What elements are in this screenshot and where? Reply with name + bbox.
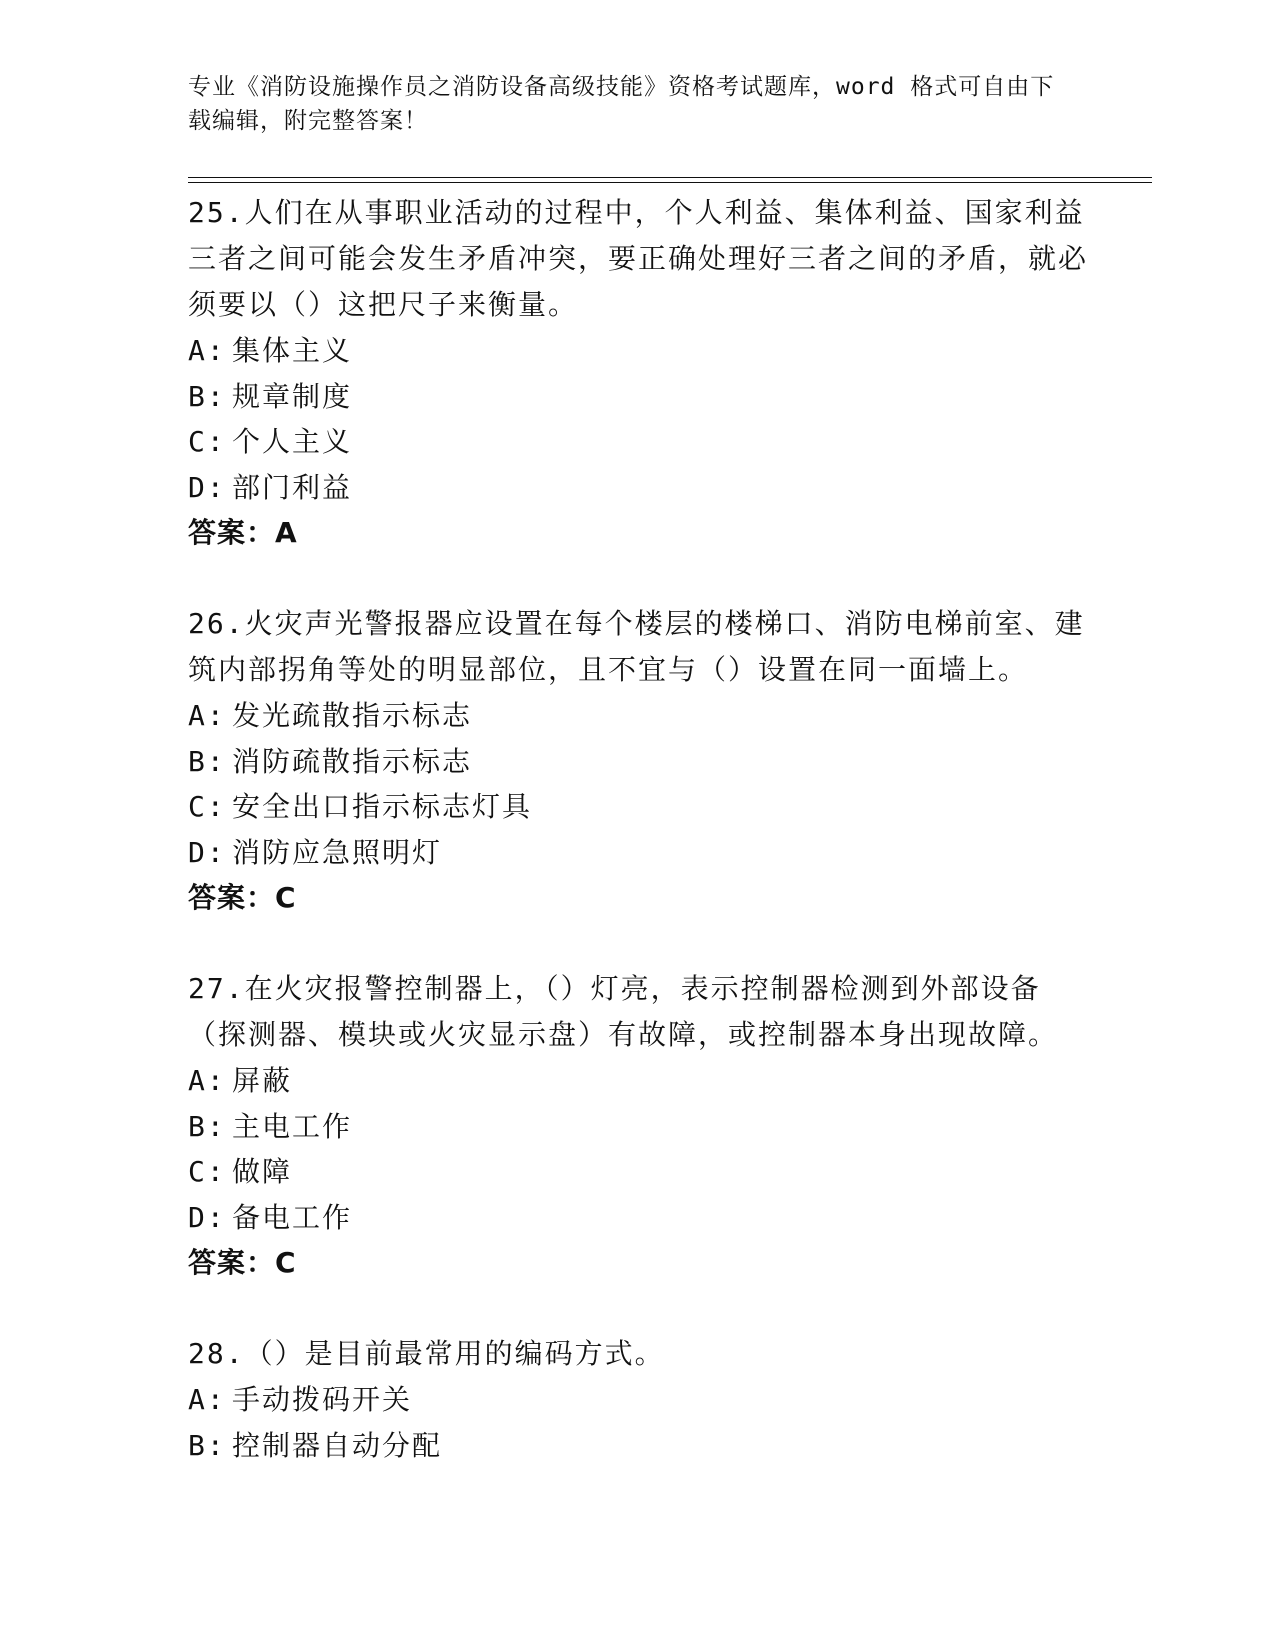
option-text: 做障 bbox=[232, 1155, 293, 1188]
option-key: B: bbox=[188, 379, 226, 413]
option-text: 个人主义 bbox=[232, 425, 353, 458]
option-a bbox=[188, 1058, 1088, 1104]
header-divider-top bbox=[188, 177, 1152, 178]
answer-line: 答案：C bbox=[188, 1246, 297, 1279]
header-divider-bottom bbox=[188, 182, 1152, 183]
option-c bbox=[188, 419, 1088, 465]
question-25 bbox=[188, 190, 1088, 556]
question-28 bbox=[188, 1331, 1088, 1468]
option-text: 安全出口指示标志灯具 bbox=[232, 790, 533, 823]
option-text: 控制器自动分配 bbox=[232, 1428, 443, 1462]
question-list bbox=[188, 190, 1088, 1513]
option-text: 手动拨码开关 bbox=[232, 1383, 413, 1416]
option-text: 部门利益 bbox=[232, 470, 353, 504]
option-key: B: bbox=[188, 744, 226, 778]
header-note: 专业《消防设施操作员之消防设备高级技能》资格考试题库，word 格式可自由下载编辑，附完整答案！ bbox=[188, 74, 1055, 134]
option-d bbox=[188, 465, 1088, 511]
option-a bbox=[188, 328, 1088, 374]
answer-line: 答案：A bbox=[188, 516, 298, 549]
option-text: 发光疏散指示标志 bbox=[232, 699, 473, 732]
option-key: A: bbox=[188, 699, 226, 732]
option-key: D: bbox=[188, 470, 226, 504]
option-b bbox=[188, 1423, 1088, 1469]
option-c bbox=[188, 784, 1088, 830]
option-key: D: bbox=[188, 835, 226, 869]
question-stem: 27.在火灾报警控制器上，（）灯亮，表示控制器检测到外部设备（探测器、模块或火灾显示盘）有故障，或控制器本身出现故障。 bbox=[188, 972, 1059, 1051]
question-26 bbox=[188, 601, 1088, 921]
option-text: 消防应急照明灯 bbox=[232, 835, 443, 869]
question-stem: 25.人们在从事职业活动的过程中，个人利益、集体利益、国家利益三者之间可能会发生矛盾冲突，要正确处理好三者之间的矛盾，就必须要以（）这把尺子来衡量。 bbox=[188, 196, 1089, 321]
option-a bbox=[188, 1377, 1088, 1423]
option-key: B: bbox=[188, 1428, 226, 1462]
option-b bbox=[188, 739, 1088, 785]
option-b bbox=[188, 1104, 1088, 1150]
option-d bbox=[188, 830, 1088, 876]
option-d bbox=[188, 1195, 1088, 1241]
option-key: A: bbox=[188, 334, 226, 367]
option-c bbox=[188, 1149, 1088, 1195]
option-key: B: bbox=[188, 1109, 226, 1143]
option-b bbox=[188, 374, 1088, 420]
option-text: 规章制度 bbox=[232, 379, 353, 413]
question-stem: 28.（）是目前最常用的编码方式。 bbox=[188, 1337, 665, 1370]
option-key: D: bbox=[188, 1200, 226, 1234]
option-key: A: bbox=[188, 1383, 226, 1416]
question-stem: 26.火灾声光警报器应设置在每个楼层的楼梯口、消防电梯前室、建筑内部拐角等处的明显部位，且不宜与（）设置在同一面墙上。 bbox=[188, 607, 1085, 686]
option-text: 备电工作 bbox=[232, 1200, 353, 1234]
option-text: 消防疏散指示标志 bbox=[232, 744, 473, 778]
option-text: 屏蔽 bbox=[232, 1064, 293, 1097]
option-a bbox=[188, 693, 1088, 739]
answer-line: 答案：C bbox=[188, 881, 297, 914]
option-text: 主电工作 bbox=[232, 1109, 353, 1143]
option-key: C: bbox=[188, 1155, 226, 1188]
option-key: C: bbox=[188, 790, 226, 823]
option-key: A: bbox=[188, 1064, 226, 1097]
question-27 bbox=[188, 966, 1088, 1286]
option-text: 集体主义 bbox=[232, 334, 353, 367]
option-key: C: bbox=[188, 425, 226, 458]
